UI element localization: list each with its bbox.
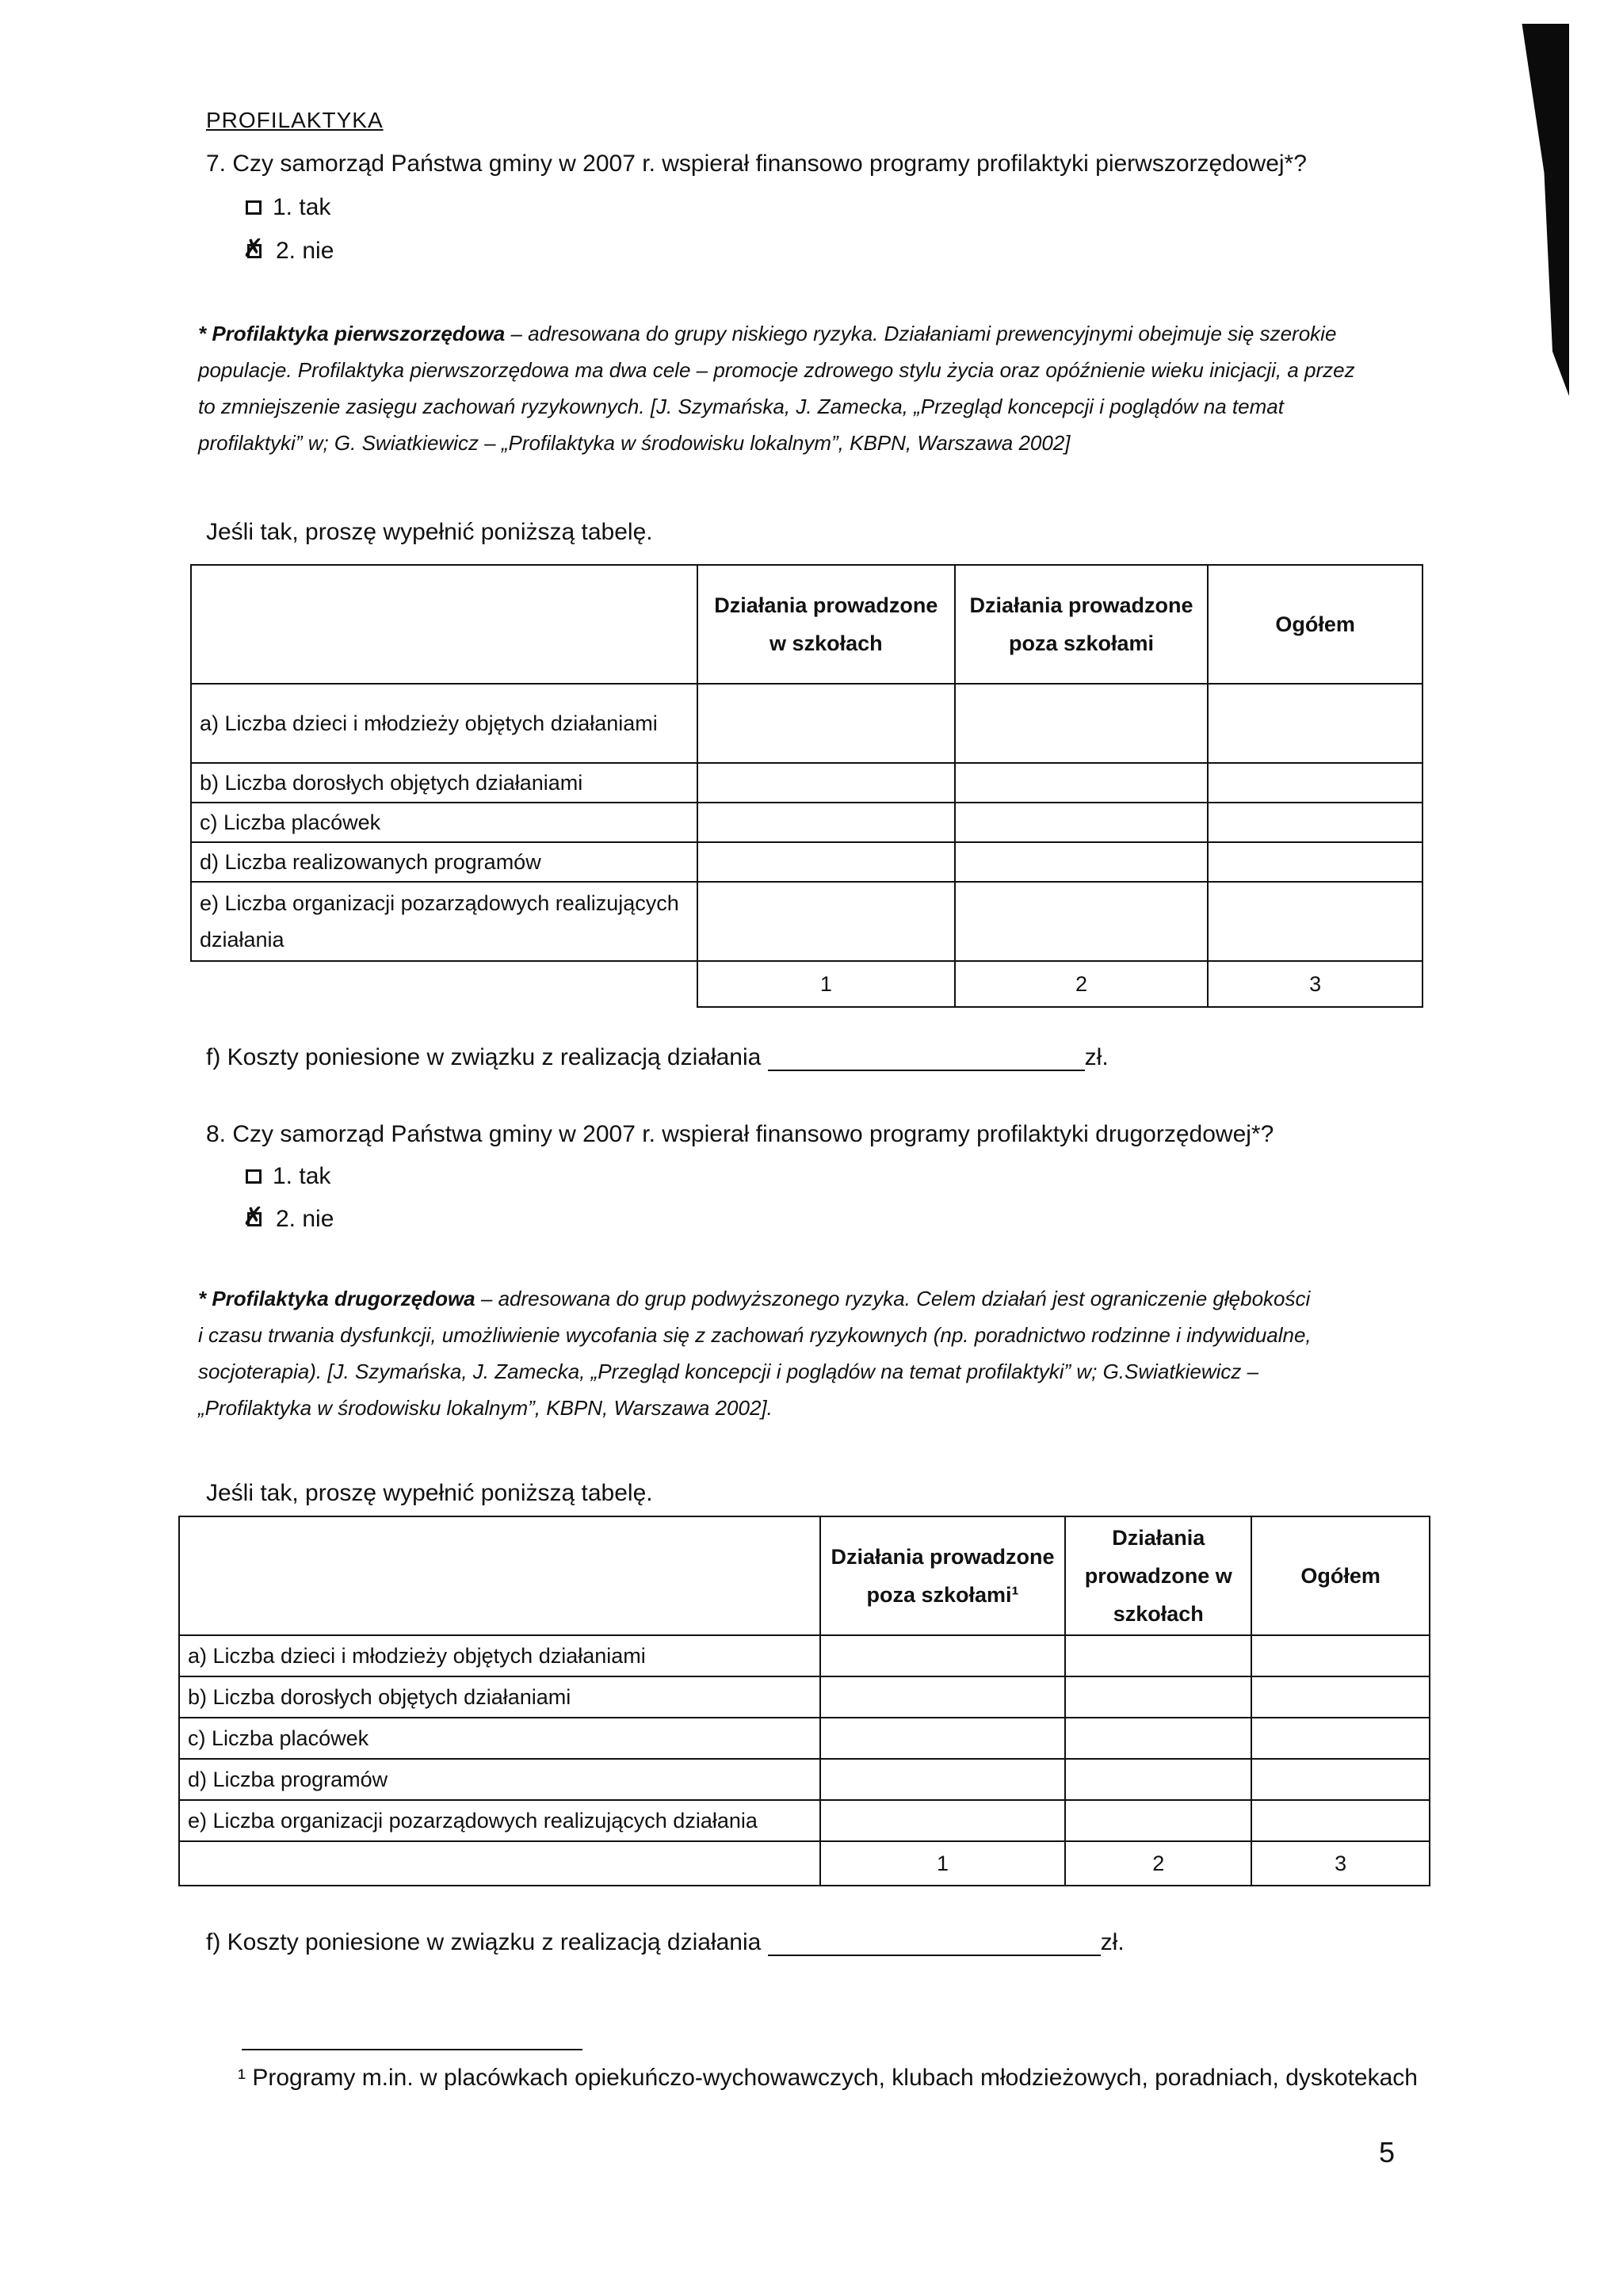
q8-option-tak[interactable] bbox=[246, 1163, 330, 1190]
table-corner-cell bbox=[179, 1516, 820, 1635]
page-number: 5 bbox=[1379, 2136, 1396, 2168]
q8-note-line: i czasu trwania dysfunkcji, umożliwienie wycofania się z zachowań ryzykownych (np. poradnictwo rodzinne i indywidualne, bbox=[198, 1323, 1312, 1347]
table-input-cell[interactable] bbox=[955, 763, 1209, 803]
table-row-label: b) Liczba dorosłych objętych działaniami bbox=[179, 1676, 820, 1718]
table-row-label: c) Liczba placówek bbox=[179, 1718, 820, 1759]
table-row-label: b) Liczba dorosłych objętych działaniami bbox=[191, 763, 697, 803]
q7-option-tak[interactable] bbox=[246, 194, 330, 221]
q8-note-line: – adresowana do grup podwyższonego ryzyka. Celem działań jest ograniczenie głębokości bbox=[480, 1287, 1311, 1310]
table-row bbox=[191, 803, 1423, 842]
checkbox-empty-icon[interactable] bbox=[246, 200, 262, 215]
table-header-cell: Działania prowadzone w szkołach bbox=[697, 565, 955, 684]
section-heading: PROFILAKTYKA bbox=[206, 108, 384, 132]
table-corner-cell bbox=[191, 565, 697, 684]
table-input-cell[interactable] bbox=[1251, 1800, 1430, 1841]
table-header-cell: Ogółem bbox=[1251, 1516, 1430, 1635]
footnote-divider bbox=[242, 2049, 582, 2050]
table-header-row bbox=[179, 1516, 1430, 1635]
q8-cost-row bbox=[206, 1929, 1125, 1956]
table-header-cell: Działania prowadzone poza szkołami¹ bbox=[820, 1516, 1066, 1635]
table-header-row bbox=[191, 565, 1423, 684]
q7-note-line: – adresowana do grupy niskiego ryzyka. Działaniami prewencyjnymi obejmuje się szerokie bbox=[510, 322, 1337, 345]
table-input-cell[interactable] bbox=[1065, 1759, 1251, 1800]
table-row bbox=[191, 842, 1423, 882]
q7-note-line: populacje. Profilaktyka pierwszorzędowa ma dwa cele – promocje zdrowego stylu życia oraz opóźnienie wieku inicjacji, a przez bbox=[198, 358, 1355, 382]
table-input-cell[interactable] bbox=[820, 1676, 1066, 1718]
checkbox-checked-icon[interactable] bbox=[244, 241, 265, 261]
table-input-cell[interactable] bbox=[1251, 1718, 1430, 1759]
table-input-cell[interactable] bbox=[1208, 684, 1423, 763]
q7-option-nie[interactable] bbox=[244, 238, 334, 265]
q7-cost-unit: zł. bbox=[1084, 1044, 1109, 1070]
table-row-label: d) Liczba realizowanych programów bbox=[191, 842, 697, 882]
q7-table-prompt: Jeśli tak, proszę wypełnić poniższą tabelę. bbox=[206, 519, 653, 545]
table-row bbox=[179, 1718, 1430, 1759]
table-header-cell: Ogółem bbox=[1208, 565, 1423, 684]
table-row-label: a) Liczba dzieci i młodzieży objętych działaniami bbox=[179, 1635, 820, 1676]
table-row bbox=[191, 763, 1423, 803]
table-row-label: c) Liczba placówek bbox=[191, 803, 697, 842]
table-row-label: e) Liczba organizacji pozarządowych realizujących działania bbox=[191, 882, 697, 961]
q7-option-nie-label: 2. nie bbox=[276, 238, 334, 264]
q8-option-nie[interactable] bbox=[244, 1206, 334, 1233]
table-row-label: a) Liczba dzieci i młodzieży objętych działaniami bbox=[191, 684, 697, 763]
table-input-cell[interactable] bbox=[1251, 1635, 1430, 1676]
table-input-cell[interactable] bbox=[1251, 1759, 1430, 1800]
table-column-number-row bbox=[179, 1841, 1430, 1886]
table-input-cell[interactable] bbox=[820, 1718, 1066, 1759]
table-blank-cell bbox=[179, 1841, 820, 1886]
table-input-cell[interactable] bbox=[955, 803, 1209, 842]
question-8: 8. Czy samorząd Państwa gminy w 2007 r. wspierał finansowo programy profilaktyki drugorzędowej*? bbox=[206, 1121, 1274, 1147]
q8-definition-note bbox=[198, 1280, 1419, 1426]
table-input-cell[interactable] bbox=[955, 684, 1209, 763]
table-row-label: d) Liczba programów bbox=[179, 1759, 820, 1800]
q7-cost-row bbox=[206, 1044, 1109, 1071]
table-input-cell[interactable] bbox=[697, 803, 955, 842]
table-input-cell[interactable] bbox=[1065, 1635, 1251, 1676]
q8-option-tak-label: 1. tak bbox=[273, 1163, 331, 1189]
q8-cost-label: f) Koszty poniesione w związku z realizacją działania bbox=[206, 1929, 762, 1955]
table-input-cell[interactable] bbox=[1065, 1676, 1251, 1718]
column-number: 3 bbox=[1251, 1841, 1430, 1886]
table-input-cell[interactable] bbox=[1065, 1718, 1251, 1759]
table-input-cell[interactable] bbox=[1208, 803, 1423, 842]
q8-note-line: socjoterapia). [J. Szymańska, J. Zamecka, „Przegląd koncepcji i poglądów na temat profilaktyki” w; G.Swiatkiewicz – bbox=[198, 1360, 1259, 1383]
column-number: 2 bbox=[955, 961, 1209, 1007]
q7-note-line: profilaktyki” w; G. Swiatkiewicz – „Profilaktyka w środowisku lokalnym”, KBPN, Warszawa 2002] bbox=[198, 431, 1071, 455]
table-row bbox=[179, 1759, 1430, 1800]
q7-definition-note bbox=[198, 315, 1419, 461]
table-input-cell[interactable] bbox=[697, 684, 955, 763]
q7-option-tak-label: 1. tak bbox=[273, 194, 331, 220]
table-input-cell[interactable] bbox=[820, 1635, 1066, 1676]
checkbox-empty-icon[interactable] bbox=[246, 1169, 262, 1184]
footnote: ¹ Programy m.in. w placówkach opiekuńczo-wychowawczych, klubach młodzieżowych, poradniach, dyskotekach bbox=[238, 2065, 1418, 2091]
table-input-cell[interactable] bbox=[697, 882, 955, 961]
table-row bbox=[191, 684, 1423, 763]
table-row bbox=[191, 882, 1423, 961]
q7-note-term: * Profilaktyka pierwszorzędowa bbox=[198, 322, 506, 345]
table-input-cell[interactable] bbox=[1208, 842, 1423, 882]
q7-cost-input[interactable] bbox=[768, 1046, 1085, 1071]
table-input-cell[interactable] bbox=[697, 842, 955, 882]
table-input-cell[interactable] bbox=[697, 763, 955, 803]
table-row bbox=[179, 1800, 1430, 1841]
q7-table bbox=[190, 564, 1423, 1008]
table-row-label: e) Liczba organizacji pozarządowych realizujących działania bbox=[179, 1800, 820, 1841]
table-header-cell: Działania prowadzone w szkołach bbox=[1065, 1516, 1251, 1635]
table-blank-cell bbox=[191, 961, 697, 1007]
question-7: 7. Czy samorząd Państwa gminy w 2007 r. wspierał finansowo programy profilaktyki pierwszorzędowej*? bbox=[206, 151, 1307, 177]
table-input-cell[interactable] bbox=[820, 1759, 1066, 1800]
checkbox-checked-icon[interactable] bbox=[244, 1209, 265, 1230]
q8-cost-input[interactable] bbox=[768, 1931, 1101, 1956]
table-column-number-row bbox=[191, 961, 1423, 1007]
q8-note-term: * Profilaktyka drugorzędowa bbox=[198, 1287, 475, 1310]
table-header-cell: Działania prowadzone poza szkołami bbox=[955, 565, 1209, 684]
column-number: 2 bbox=[1065, 1841, 1251, 1886]
table-input-cell[interactable] bbox=[820, 1800, 1066, 1841]
q7-cost-label: f) Koszty poniesione w związku z realizacją działania bbox=[206, 1044, 762, 1070]
scan-edge-mark bbox=[1514, 24, 1569, 396]
table-row bbox=[179, 1635, 1430, 1676]
column-number: 3 bbox=[1208, 961, 1423, 1007]
q8-table-prompt: Jeśli tak, proszę wypełnić poniższą tabelę. bbox=[206, 1480, 653, 1506]
q7-note-line: to zmniejszenie zasięgu zachowań ryzykownych. [J. Szymańska, J. Zamecka, „Przegląd koncepcji i poglądów na temat bbox=[198, 395, 1284, 418]
q8-note-line: „Profilaktyka w środowisku lokalnym”, KBPN, Warszawa 2002]. bbox=[198, 1396, 773, 1420]
table-row bbox=[179, 1676, 1430, 1718]
table-input-cell[interactable] bbox=[1208, 882, 1423, 961]
q8-table bbox=[178, 1516, 1430, 1886]
table-input-cell[interactable] bbox=[1208, 763, 1423, 803]
table-input-cell[interactable] bbox=[1065, 1800, 1251, 1841]
table-input-cell[interactable] bbox=[955, 842, 1209, 882]
q8-cost-unit: zł. bbox=[1100, 1929, 1125, 1955]
column-number: 1 bbox=[820, 1841, 1066, 1886]
column-number: 1 bbox=[697, 961, 955, 1007]
q8-option-nie-label: 2. nie bbox=[276, 1206, 334, 1232]
table-input-cell[interactable] bbox=[955, 882, 1209, 961]
table-input-cell[interactable] bbox=[1251, 1676, 1430, 1718]
